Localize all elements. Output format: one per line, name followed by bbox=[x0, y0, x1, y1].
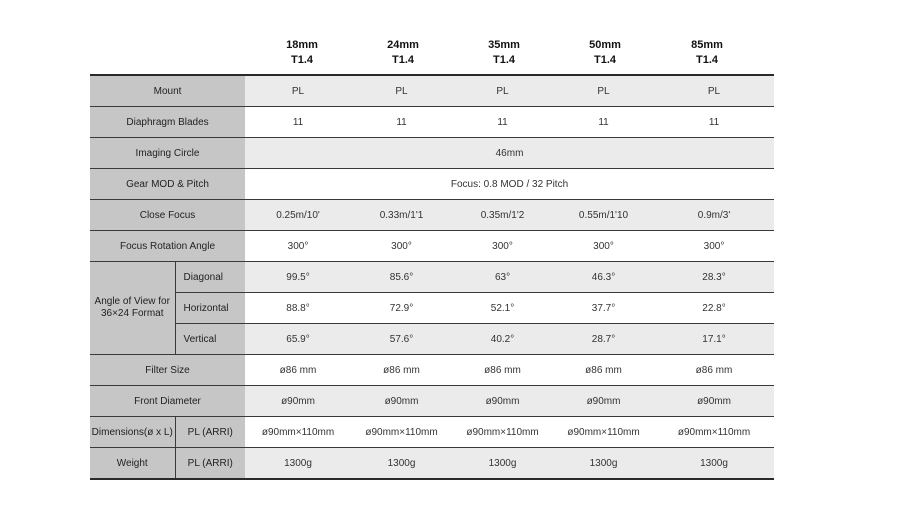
cell-value: 52.1° bbox=[452, 293, 553, 324]
cell-value: 300° bbox=[654, 231, 774, 262]
cell-value: 40.2° bbox=[452, 324, 553, 355]
lens-aperture: T1.4 bbox=[593, 54, 616, 66]
lens-header-85mm bbox=[657, 38, 757, 68]
sub-label: PL (ARRI) bbox=[175, 417, 245, 448]
lens-header-50mm bbox=[555, 38, 655, 68]
row-close-focus bbox=[90, 200, 774, 231]
lens-focal: 35mm bbox=[488, 39, 520, 51]
cell-value: ø90mm×110mm bbox=[351, 417, 452, 448]
cell-value: 11 bbox=[452, 107, 553, 138]
cell-value: 0.55m/1'10 bbox=[553, 200, 654, 231]
cell-value: 28.7° bbox=[553, 324, 654, 355]
cell-value: PL bbox=[351, 75, 452, 107]
cell-value: 0.35m/1'2 bbox=[452, 200, 553, 231]
cell-value: ø90mm bbox=[452, 386, 553, 417]
cell-value: 17.1° bbox=[654, 324, 774, 355]
cell-value: 300° bbox=[351, 231, 452, 262]
sub-label: Horizontal bbox=[175, 293, 245, 324]
row-aov-vertical bbox=[90, 324, 774, 355]
cell-value: ø90mm bbox=[245, 386, 351, 417]
aov-label-line2: 36×24 Format bbox=[100, 308, 164, 319]
row-focus-rotation-angle bbox=[90, 231, 774, 262]
cell-value: ø86 mm bbox=[245, 355, 351, 386]
cell-value: 63° bbox=[452, 262, 553, 293]
row-label: Front Diameter bbox=[90, 386, 245, 417]
cell-value: PL bbox=[452, 75, 553, 107]
row-mount bbox=[90, 75, 774, 107]
lens-header-24mm bbox=[353, 38, 453, 68]
cell-value: 11 bbox=[654, 107, 774, 138]
cell-value: 0.9m/3' bbox=[654, 200, 774, 231]
cell-value: 22.8° bbox=[654, 293, 774, 324]
lens-focal: 24mm bbox=[387, 39, 419, 51]
cell-value: 1300g bbox=[654, 448, 774, 480]
cell-value: 46.3° bbox=[553, 262, 654, 293]
cell-value: ø90mm×110mm bbox=[654, 417, 774, 448]
cell-value: 0.25m/10' bbox=[245, 200, 351, 231]
lens-aperture: T1.4 bbox=[391, 54, 414, 66]
sub-label: Diagonal bbox=[175, 262, 245, 293]
aov-label-line1: Angle of View for bbox=[94, 296, 170, 307]
cell-value: ø86 mm bbox=[553, 355, 654, 386]
row-diaphragm-blades bbox=[90, 107, 774, 138]
cell-value: 28.3° bbox=[654, 262, 774, 293]
cell-value: ø90mm×110mm bbox=[452, 417, 553, 448]
row-imaging-circle bbox=[90, 138, 774, 169]
row-label: Focus Rotation Angle bbox=[90, 231, 245, 262]
cell-value: 1300g bbox=[351, 448, 452, 480]
cell-value: 46mm bbox=[245, 138, 774, 169]
row-label: Close Focus bbox=[90, 200, 245, 231]
cell-value: PL bbox=[553, 75, 654, 107]
cell-value: ø90mm bbox=[654, 386, 774, 417]
row-weight bbox=[90, 448, 774, 480]
cell-value: 37.7° bbox=[553, 293, 654, 324]
cell-value: Focus: 0.8 MOD / 32 Pitch bbox=[245, 169, 774, 200]
cell-value: ø90mm×110mm bbox=[553, 417, 654, 448]
cell-value: 11 bbox=[245, 107, 351, 138]
cell-value: ø86 mm bbox=[452, 355, 553, 386]
row-aov-horizontal bbox=[90, 293, 774, 324]
row-label: Filter Size bbox=[90, 355, 245, 386]
lens-header-18mm bbox=[252, 38, 352, 68]
row-aov-diagonal bbox=[90, 262, 774, 293]
cell-value: ø90mm bbox=[351, 386, 452, 417]
cell-value: 1300g bbox=[245, 448, 351, 480]
lens-focal: 85mm bbox=[691, 39, 723, 51]
cell-value: 1300g bbox=[553, 448, 654, 480]
cell-value: 1300g bbox=[452, 448, 553, 480]
sub-label: Vertical bbox=[175, 324, 245, 355]
lens-spec-sheet bbox=[90, 36, 774, 480]
cell-value: PL bbox=[654, 75, 774, 107]
lens-aperture: T1.4 bbox=[492, 54, 515, 66]
cell-value: ø86 mm bbox=[351, 355, 452, 386]
cell-value: 300° bbox=[452, 231, 553, 262]
cell-value: PL bbox=[245, 75, 351, 107]
row-dimensions bbox=[90, 417, 774, 448]
cell-value: ø90mm bbox=[553, 386, 654, 417]
row-label: Gear MOD & Pitch bbox=[90, 169, 245, 200]
row-label: Dimensions(ø x L) bbox=[90, 417, 175, 448]
cell-value: 11 bbox=[351, 107, 452, 138]
cell-value: 300° bbox=[553, 231, 654, 262]
row-label: Imaging Circle bbox=[90, 138, 245, 169]
row-front-diameter bbox=[90, 386, 774, 417]
cell-value: 300° bbox=[245, 231, 351, 262]
lens-aperture: T1.4 bbox=[695, 54, 718, 66]
row-filter-size bbox=[90, 355, 774, 386]
cell-value: 57.6° bbox=[351, 324, 452, 355]
lens-header-35mm bbox=[454, 38, 554, 68]
row-label: Mount bbox=[90, 75, 245, 107]
spec-table bbox=[90, 74, 774, 480]
cell-value: ø86 mm bbox=[654, 355, 774, 386]
cell-value: 99.5° bbox=[245, 262, 351, 293]
lens-focal: 50mm bbox=[589, 39, 621, 51]
cell-value: 85.6° bbox=[351, 262, 452, 293]
lens-headers bbox=[90, 36, 774, 74]
row-gear-mod-pitch bbox=[90, 169, 774, 200]
row-label: Diaphragm Blades bbox=[90, 107, 245, 138]
sub-label: PL (ARRI) bbox=[175, 448, 245, 480]
lens-aperture: T1.4 bbox=[290, 54, 313, 66]
cell-value: 72.9° bbox=[351, 293, 452, 324]
angle-of-view-label bbox=[90, 262, 175, 355]
lens-focal: 18mm bbox=[286, 39, 318, 51]
row-label: Weight bbox=[90, 448, 175, 480]
cell-value: 0.33m/1'1 bbox=[351, 200, 452, 231]
cell-value: 88.8° bbox=[245, 293, 351, 324]
cell-value: 65.9° bbox=[245, 324, 351, 355]
cell-value: ø90mm×110mm bbox=[245, 417, 351, 448]
cell-value: 11 bbox=[553, 107, 654, 138]
